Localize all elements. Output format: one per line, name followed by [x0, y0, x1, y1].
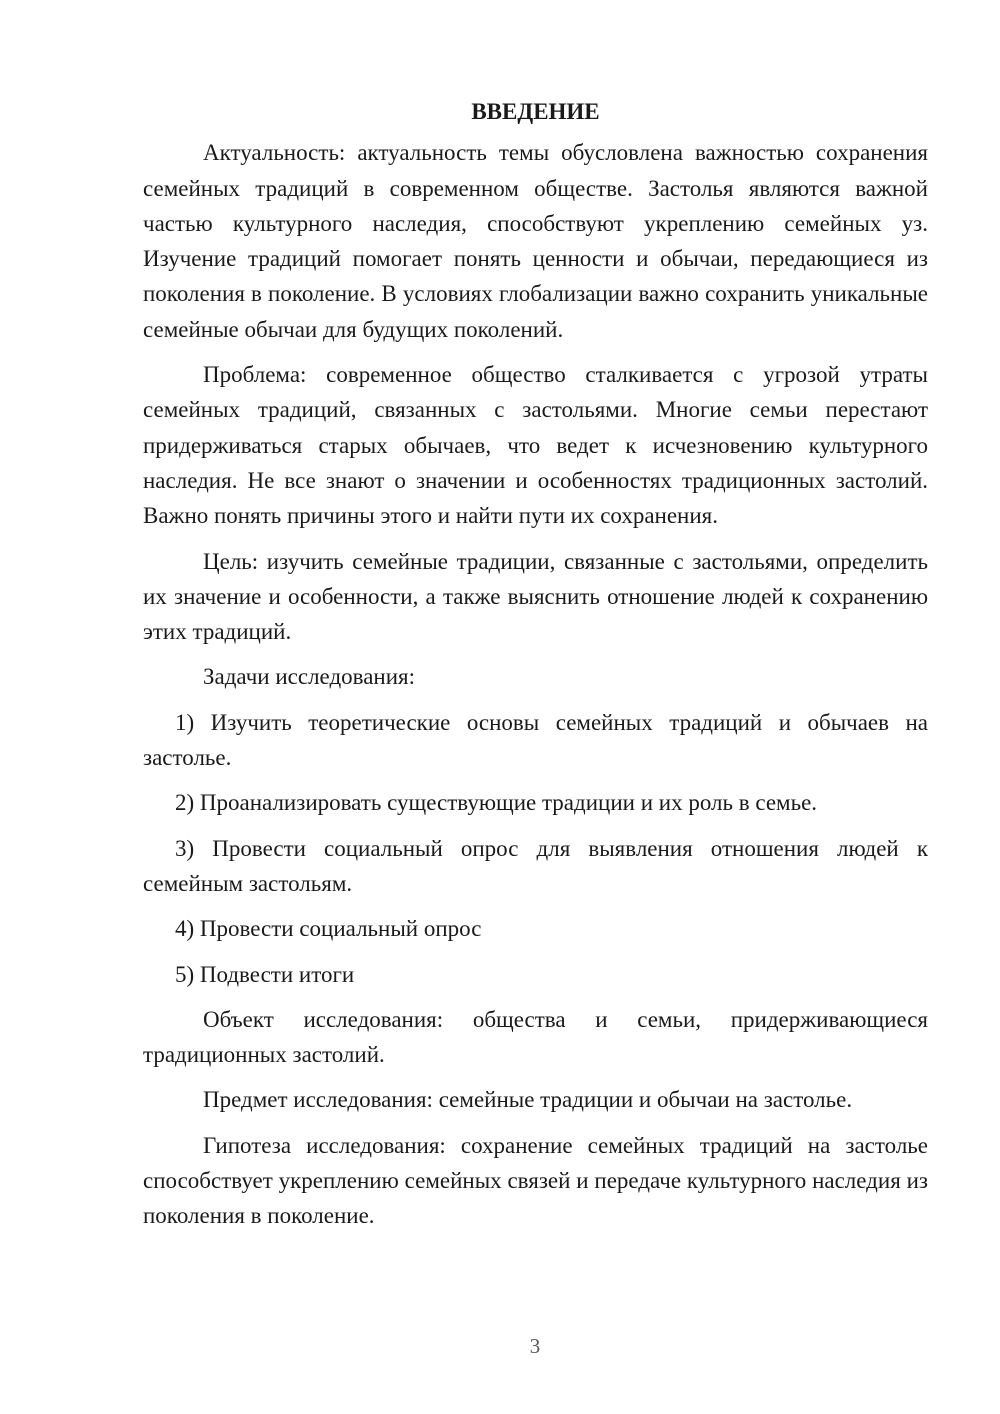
goal-paragraph: Цель: изучить семейные традиции, связанные с застольями, определить их значение и особенности, а также выяснить отношение людей к сохранению этих традиций.: [143, 548, 928, 645]
document-body: [143, 94, 928, 1244]
task-item-5: 5) Подвести итоги: [175, 961, 355, 987]
subject-paragraph: Предмет исследования: семейные традиции и обычаи на застолье.: [203, 1087, 853, 1113]
task-item-4: 4) Провести социальный опрос: [175, 916, 482, 942]
task-item-3: 3) Провести социальный опрос для выявления отношения людей к семейным застольям.: [143, 835, 928, 896]
hypothesis-paragraph: Гипотеза исследования: сохранение семейных традиций на застолье способствует укреплению семейных связей и передаче культурного наследия из поколения в поколение.: [143, 1132, 928, 1229]
page-title: ВВЕДЕНИЕ: [471, 99, 600, 124]
page-number: 3: [529, 1334, 541, 1358]
tasks-heading: Задачи исследования:: [203, 664, 416, 690]
task-item-2: 2) Проанализировать существующие традиции и их роль в семье.: [175, 790, 818, 816]
problem-paragraph: Проблема: современное общество сталкивается с угрозой утраты семейных традиций, связанных с застольями. Многие семьи перестают придерживаться старых обычаев, что ведет к исчезновению культурного наследия. Не все знают о значении и особенностях традиционных застолий. Важно понять причины этого и найти пути их сохранения.: [143, 362, 928, 529]
object-paragraph: Объект исследования: общества и семьи, придерживающиеся традиционных застолий.: [143, 1006, 928, 1068]
relevance-paragraph: Актуальность: актуальность темы обусловлена важностью сохранения семейных традиций в современном обществе. Застолья являются важной частью культурного наследия, способствуют укреплению семейных уз. Изучение традиций помогает понять ценности и обычаи, передающиеся из поколения в поколение. В условиях глобализации важно сохранить уникальные семейные обычаи для будущих поколений.: [143, 140, 928, 342]
task-item-1: 1) Изучить теоретические основы семейных традиций и обычаев на застолье.: [143, 709, 928, 771]
